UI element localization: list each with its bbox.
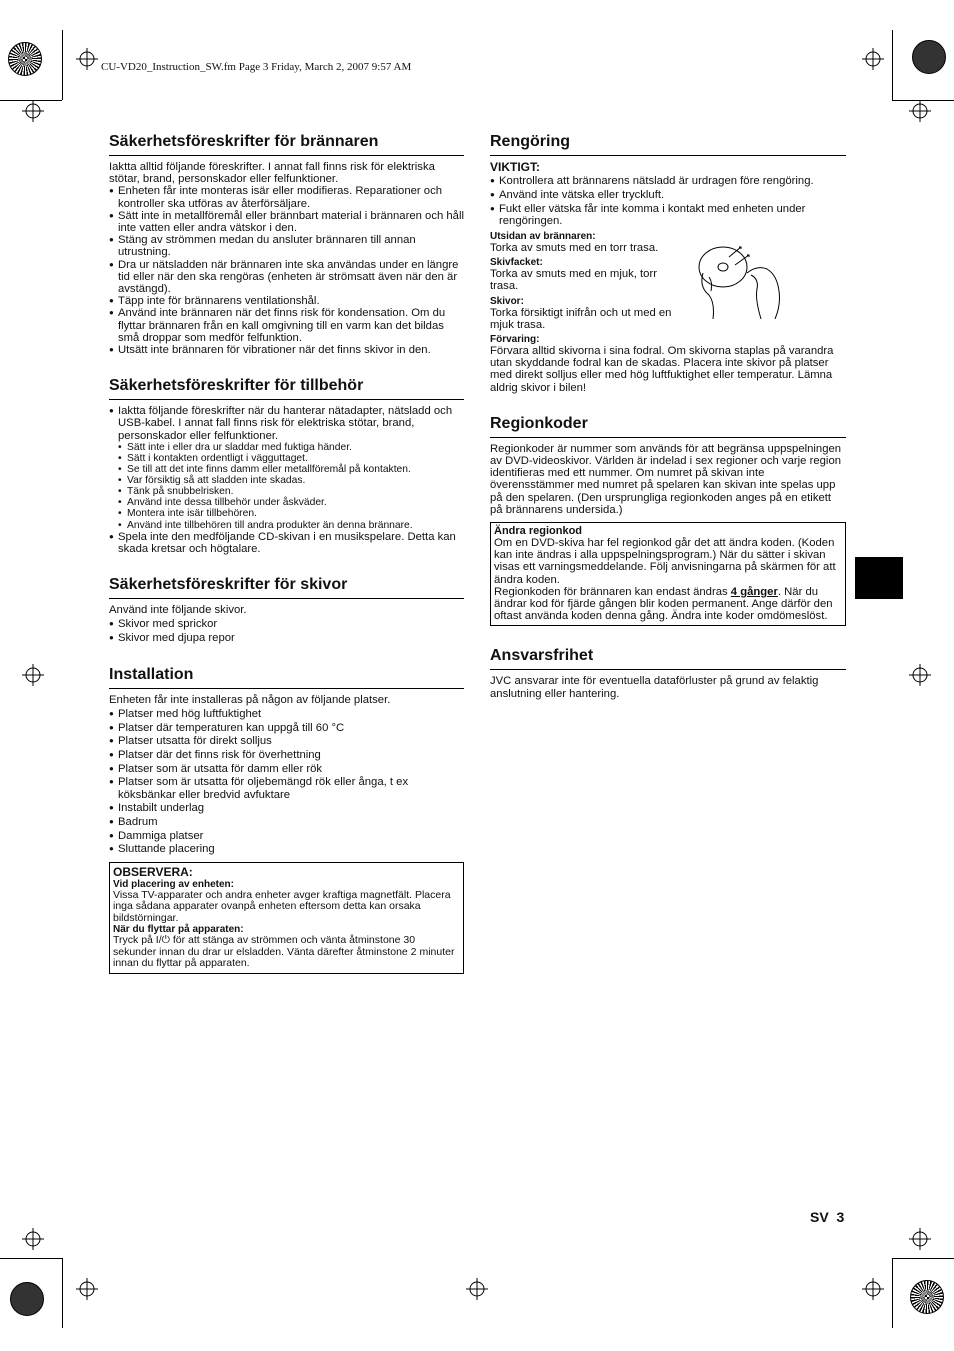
list-item: • Sätt i kontakten ordentligt i vägguttaget. bbox=[118, 453, 464, 464]
list-item: ● Dra ur nätsladden när brännaren inte ska användas under en längre tid eller när den ska rengöras (enheten är strömsatt även när den är avstängd). bbox=[109, 259, 464, 296]
list-item: ● Platser där det finns risk för överhettning bbox=[109, 749, 464, 761]
region-codes-text: Regionkoder är nummer som används för att begränsa uppspelningen av DVD-videoskivor. Världen är indelad i sex regioner och varje region identifieras med ett nummer. Om numret på skivan inte överensstämmer med numret på spelaren kan skivan inte spelas upp på den spelaren. (Den ursprungliga regionkoden anges på en etikett på brännarens undersida.) bbox=[490, 442, 842, 516]
list-item: ● Utsätt inte brännaren för vibrationer när det finns skivor in den. bbox=[109, 344, 464, 356]
storage-label: Förvaring: bbox=[490, 334, 540, 346]
list-item: • Montera inte isär tillbehören. bbox=[118, 508, 464, 519]
registration-mark-icon bbox=[466, 1278, 488, 1300]
list-item: ● Platser som är utsatta för oljebemängd rök eller ånga, t ex köksbänkar eller bredvid avfuktare bbox=[109, 776, 464, 800]
cleaning-disc-text: Torka försiktigt inifrån och ut med en mjuk trasa. bbox=[490, 306, 672, 331]
installation-list bbox=[109, 708, 464, 856]
list-item-text: Iaktta följande föreskrifter när du hanterar nätadapter, nätsladd och USB-kabel. I annat fall finns risk för elektriska stötar, brand, personskador eller felfunktioner. bbox=[118, 405, 453, 442]
note-subtitle: När du flyttar på apparaten: bbox=[113, 924, 244, 936]
list-item: ● Stäng av strömmen medan du ansluter brännaren till annan utrustning. bbox=[109, 234, 464, 258]
note-text: Vissa TV-apparater och andra enheter avger kraftiga magnetfält. Placera inga sådana apparater ovanpå enheten eftersom detta kan orsaka bildstörningar. bbox=[113, 888, 451, 924]
registration-mark-icon bbox=[22, 100, 44, 122]
storage-text: Förvara alltid skivorna i sina fodral. Om skivorna staplas på varandra utan skyddande fodral kan de skadas. Placera inte skivor på platser med direkt solljus eller med hög luftfuktighet eller temperatur. Lämna aldrig skivor i bilen! bbox=[490, 345, 834, 394]
cleaning-face-label: Skivfacket: bbox=[490, 257, 543, 269]
file-info-header: CU-VD20_Instruction_SW.fm Page 3 Friday, March 2, 2007 9:57 AM bbox=[101, 61, 412, 73]
left-column bbox=[109, 132, 464, 974]
crop-mark bbox=[892, 30, 893, 100]
cleaning-disc-label: Skivor: bbox=[490, 295, 524, 307]
accessories-safety-list bbox=[109, 405, 464, 555]
right-column bbox=[490, 132, 846, 700]
section-title-accessories-safety: Säkerhetsföreskrifter för tillbehör bbox=[109, 376, 464, 400]
section-title-installation: Installation bbox=[109, 665, 464, 689]
cleaning-list bbox=[490, 175, 846, 227]
list-item bbox=[109, 405, 464, 530]
list-item: ● Skivor med djupa repor bbox=[109, 632, 464, 644]
crop-mark bbox=[62, 30, 63, 100]
cleaning-outside-label: Utsidan av brännaren: bbox=[490, 231, 596, 243]
limit-count: 4 gånger bbox=[730, 585, 778, 598]
cleaning-outside-text: Torka av smuts med en torr trasa. bbox=[490, 242, 659, 255]
list-item: ● Badrum bbox=[109, 816, 464, 828]
section-title-disclaimer: Ansvarsfrihet bbox=[490, 646, 846, 670]
list-item: ● Spela inte den medföljande CD-skivan i en musikspelare. Detta kan skada kretsar och högtalare. bbox=[109, 531, 464, 555]
change-region-box bbox=[490, 522, 846, 626]
registration-mark-icon bbox=[862, 1278, 884, 1300]
registration-mark-icon bbox=[909, 100, 931, 122]
disclaimer-text: JVC ansvarar inte för eventuella dataförluster på grund av felaktig anslutning eller hantering. bbox=[490, 675, 819, 700]
disc-cleaning-illustration-icon bbox=[695, 243, 787, 319]
note-text: Tryck på I/⏻ för att stänga av strömmen och vänta åtminstone 30 sekunder innan du drar ur elsladden. Vänta därefter åtminstone 2 minuter innan du flyttar på apparaten. bbox=[113, 934, 455, 970]
change-region-limit-text bbox=[494, 586, 841, 623]
list-item: ● Enheten får inte monteras isär eller modifieras. Reparationer och kontroller ska utföras av återförsäljare. bbox=[109, 185, 464, 209]
list-item: ● Platser utsatta för direkt solljus bbox=[109, 735, 464, 747]
list-item: • Sätt inte i eller dra ur sladdar med fuktiga händer. bbox=[118, 442, 464, 453]
registration-mark-icon bbox=[22, 664, 44, 686]
page-number bbox=[810, 1209, 844, 1225]
registration-mark-icon bbox=[76, 48, 98, 70]
list-item: ● Sluttande placering bbox=[109, 843, 464, 855]
language-code: SV bbox=[810, 1209, 829, 1225]
list-item: ● Platser som är utsatta för damm eller rök bbox=[109, 763, 464, 775]
page-num: 3 bbox=[836, 1209, 845, 1225]
color-target-icon bbox=[8, 42, 42, 76]
section-title-region-codes: Regionkoder bbox=[490, 414, 846, 438]
limit-text-c: . När du ändrar kod för fjärde gången blir koden permanent. Ange därför den oftast använda koden denna gång. Ändra inte koder omdömeslöst. bbox=[494, 585, 833, 623]
installation-intro: Enheten får inte installeras på någon av följande platser. bbox=[109, 693, 391, 706]
list-item: • Använd inte dessa tillbehör under åskväder. bbox=[118, 497, 464, 508]
observera-note-box bbox=[109, 862, 464, 974]
section-title-cleaning: Rengöring bbox=[490, 132, 846, 156]
crop-mark bbox=[0, 1258, 62, 1259]
registration-mark-icon bbox=[862, 48, 884, 70]
list-item: • Se till att det inte finns damm eller metallföremål på kontakten. bbox=[118, 464, 464, 475]
list-item: ● Dammiga platser bbox=[109, 830, 464, 842]
change-region-title: Ändra regionkod bbox=[494, 525, 583, 538]
list-item: ● Använd inte vätska eller tryckluft. bbox=[490, 189, 846, 201]
limit-text-a: Regionkoden för brännaren kan endast ändras bbox=[494, 585, 731, 598]
list-item: ● Täpp inte för brännarens ventilationshål. bbox=[109, 295, 464, 307]
burner-safety-intro: Iaktta alltid följande föreskrifter. I annat fall finns risk för elektriska stötar, brand, personskador eller felfunktioner. bbox=[109, 161, 435, 186]
chapter-tab bbox=[855, 557, 903, 599]
important-label: VIKTIGT: bbox=[490, 160, 540, 174]
change-region-text: Om en DVD-skiva har fel regionkod går det att ändra koden. (Koden kan inte ändras i alla uppspelningsprogram.) När du sätter i skivan visas ett varningsmeddelande. Följ anvisningarna på skärmen för att ändra koden. bbox=[494, 537, 836, 586]
registration-mark-icon bbox=[22, 1228, 44, 1250]
list-item: ● Sätt inte in metallföremål eller brännbart material i brännaren och håll inte vatten eller andra vätskor i den. bbox=[109, 210, 464, 234]
registration-mark-icon bbox=[909, 664, 931, 686]
disc-safety-list bbox=[109, 618, 464, 644]
crop-mark bbox=[892, 1258, 893, 1328]
list-item: ● Kontrollera att brännarens nätsladd är urdragen före rengöring. bbox=[490, 175, 846, 187]
registration-mark-icon bbox=[909, 1228, 931, 1250]
registration-mark-icon bbox=[76, 1278, 98, 1300]
list-item: ● Instabilt underlag bbox=[109, 802, 464, 814]
crop-mark bbox=[62, 1258, 63, 1328]
burner-safety-list bbox=[109, 185, 464, 356]
list-item: ● Platser där temperaturen kan uppgå till 60 °C bbox=[109, 722, 464, 734]
section-title-disc-safety: Säkerhetsföreskrifter för skivor bbox=[109, 575, 464, 599]
list-item: ● Platser med hög luftfuktighet bbox=[109, 708, 464, 720]
note-title: OBSERVERA: bbox=[113, 864, 193, 879]
accessories-subitems bbox=[118, 442, 464, 531]
list-item: • Var försiktig så att sladden inte skadas. bbox=[118, 475, 464, 486]
crop-mark bbox=[892, 1258, 954, 1259]
list-item: • Använd inte tillbehören till andra produkter än denna brännare. bbox=[118, 520, 464, 531]
color-target-icon bbox=[912, 40, 946, 74]
note-subtitle: Vid placering av enheten: bbox=[113, 878, 234, 890]
list-item: ● Skivor med sprickor bbox=[109, 618, 464, 630]
list-item: ● Fukt eller vätska får inte komma i kontakt med enheten under rengöringen. bbox=[490, 203, 846, 227]
list-item: • Tänk på snubbelrisken. bbox=[118, 486, 464, 497]
section-title-burner-safety: Säkerhetsföreskrifter för brännaren bbox=[109, 132, 464, 156]
cleaning-face-text: Torka av smuts med en mjuk, torr trasa. bbox=[490, 268, 657, 293]
list-item: ● Använd inte brännaren när det finns risk för kondensation. Om du flyttar brännaren från en kall omgivning till en varm kan det bildas små droppar som medför felfunktion. bbox=[109, 307, 464, 344]
color-target-icon bbox=[910, 1280, 944, 1314]
disc-safety-intro: Använd inte följande skivor. bbox=[109, 604, 247, 617]
color-target-icon bbox=[10, 1282, 44, 1316]
